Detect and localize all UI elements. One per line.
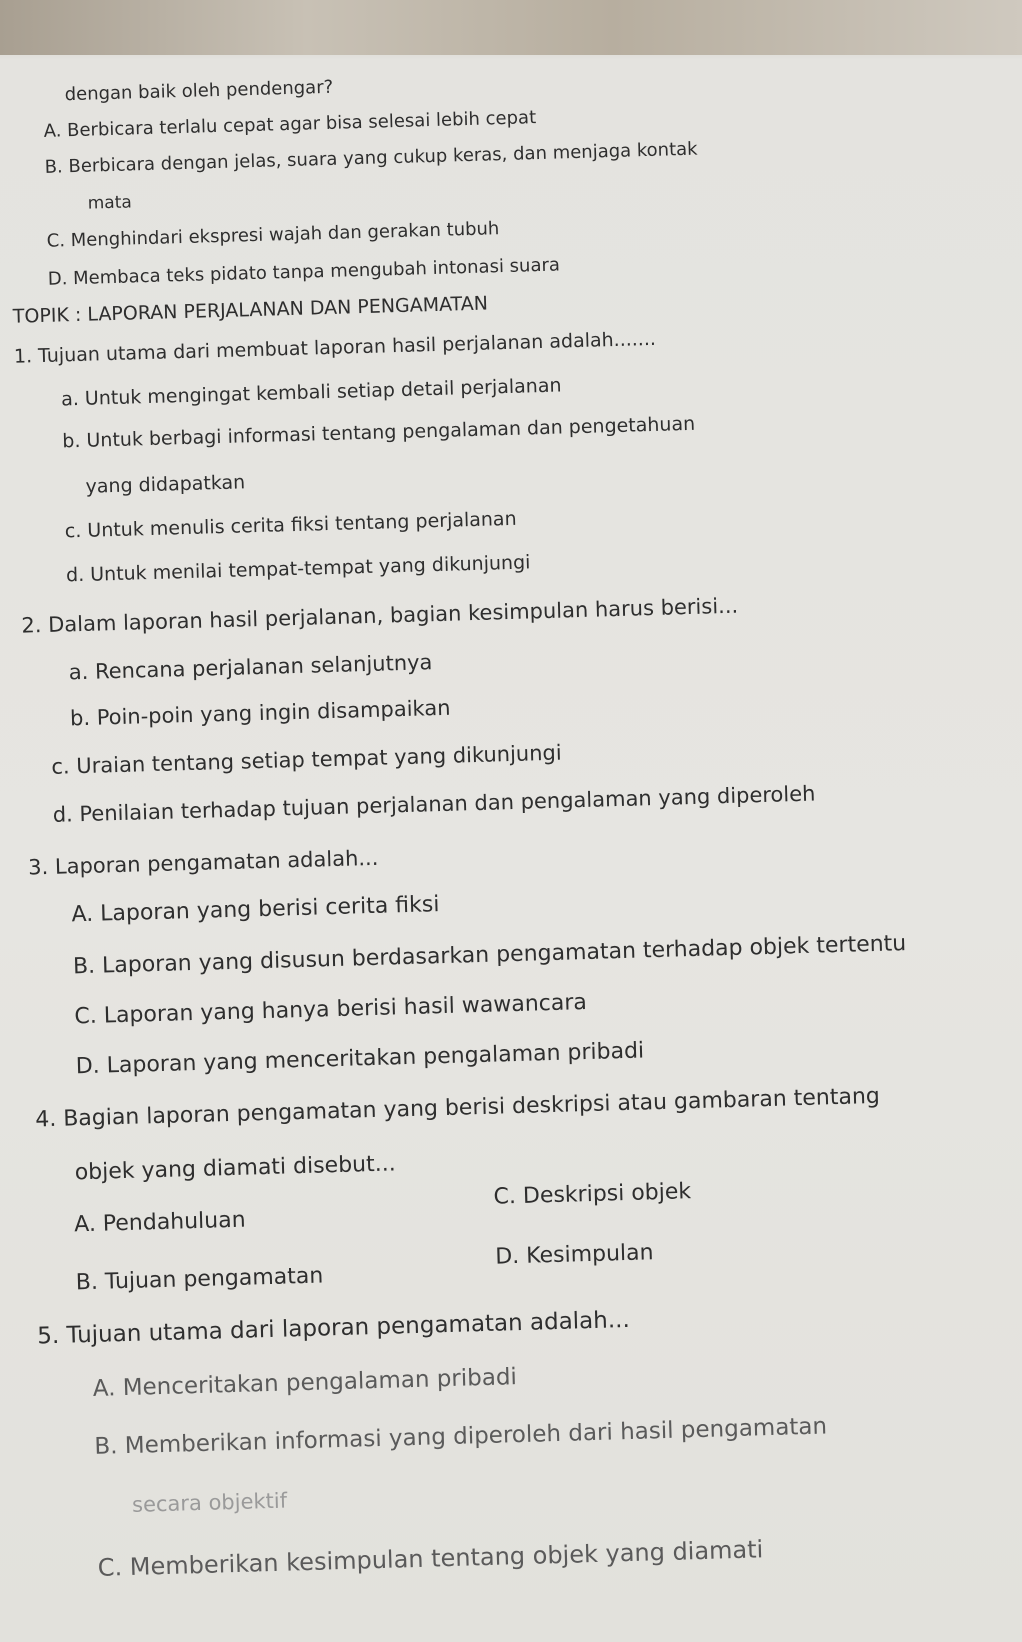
question-4-option-d: D. Kesimpulan bbox=[494, 1240, 654, 1270]
question-1-option-c: c. Untuk menulis cerita fiksi tentang perjalanan bbox=[64, 507, 517, 543]
question-5-stem: 5. Tujuan utama dari laporan pengamatan adalah... bbox=[36, 1306, 631, 1350]
question-5-option-a: A. Menceritakan pengalaman pribadi bbox=[92, 1364, 518, 1402]
text-line-q-prev-stem: dengan baik oleh pendengar? bbox=[64, 76, 334, 106]
text-line-q-prev-d: D. Membaca teks pidato tanpa mengubah intonasi suara bbox=[47, 254, 561, 290]
question-4-option-a: A. Pendahuluan bbox=[73, 1207, 246, 1238]
question-2-stem: 2. Dalam laporan hasil perjalanan, bagian kesimpulan harus berisi... bbox=[21, 593, 739, 638]
question-4-stem: 4. Bagian laporan pengamatan yang berisi deskripsi atau gambaran tentang bbox=[34, 1083, 881, 1133]
question-3-option-a: A. Laporan yang berisi cerita fiksi bbox=[71, 892, 440, 928]
question-1-option-b: b. Untuk berbagi informasi tentang pengalaman dan pengetahuan bbox=[62, 412, 696, 453]
question-4-option-c: C. Deskripsi objek bbox=[493, 1179, 692, 1210]
question-4-option-b: B. Tujuan pengamatan bbox=[75, 1263, 324, 1296]
question-4-stem-cont: objek yang diamati disebut... bbox=[74, 1151, 397, 1186]
question-1-stem: 1. Tujuan utama dari membuat laporan hasil perjalanan adalah....... bbox=[13, 327, 657, 368]
question-5-option-b: B. Memberikan informasi yang diperoleh dari hasil pengamatan bbox=[94, 1413, 828, 1460]
text-line-q-prev-b: B. Berbicara dengan jelas, suara yang cukup keras, dan menjaga kontak bbox=[44, 138, 698, 178]
question-3-option-d: D. Laporan yang menceritakan pengalaman pribadi bbox=[75, 1038, 645, 1080]
topic-heading: TOPIK : LAPORAN PERJALANAN DAN PENGAMATAN bbox=[12, 292, 489, 328]
question-5-option-c: C. Memberikan kesimpulan tentang objek yang diamati bbox=[97, 1535, 764, 1582]
question-2-option-a: a. Rencana perjalanan selanjutnya bbox=[68, 650, 433, 685]
question-3-option-c: C. Laporan yang hanya berisi hasil wawancara bbox=[74, 990, 588, 1030]
question-1-option-a: a. Untuk mengingat kembali setiap detail perjalanan bbox=[60, 374, 562, 411]
question-5-option-b-cont: secara objektif bbox=[131, 1488, 288, 1517]
question-3-option-b: B. Laporan yang disusun berdasarkan pengamatan terhadap objek tertentu bbox=[72, 931, 907, 980]
question-1-option-d: d. Untuk menilai tempat-tempat yang dikunjungi bbox=[65, 551, 531, 587]
text-line-q-prev-a: A. Berbicara terlalu cepat agar bisa selesai lebih cepat bbox=[43, 107, 537, 142]
question-2-option-d: d. Penilaian terhadap tujuan perjalanan dan pengalaman yang diperoleh bbox=[52, 781, 816, 827]
question-1-option-b-cont: yang didapatkan bbox=[85, 471, 246, 498]
text-line-q-prev-b-cont: mata bbox=[87, 192, 133, 214]
question-3-stem: 3. Laporan pengamatan adalah... bbox=[27, 845, 379, 880]
question-2-option-c: c. Uraian tentang setiap tempat yang dikunjungi bbox=[51, 740, 562, 779]
question-2-option-b: b. Poin-poin yang ingin disampaikan bbox=[69, 695, 451, 731]
text-line-q-prev-c: C. Menghindari ekspresi wajah dan gerakan tubuh bbox=[46, 218, 500, 252]
